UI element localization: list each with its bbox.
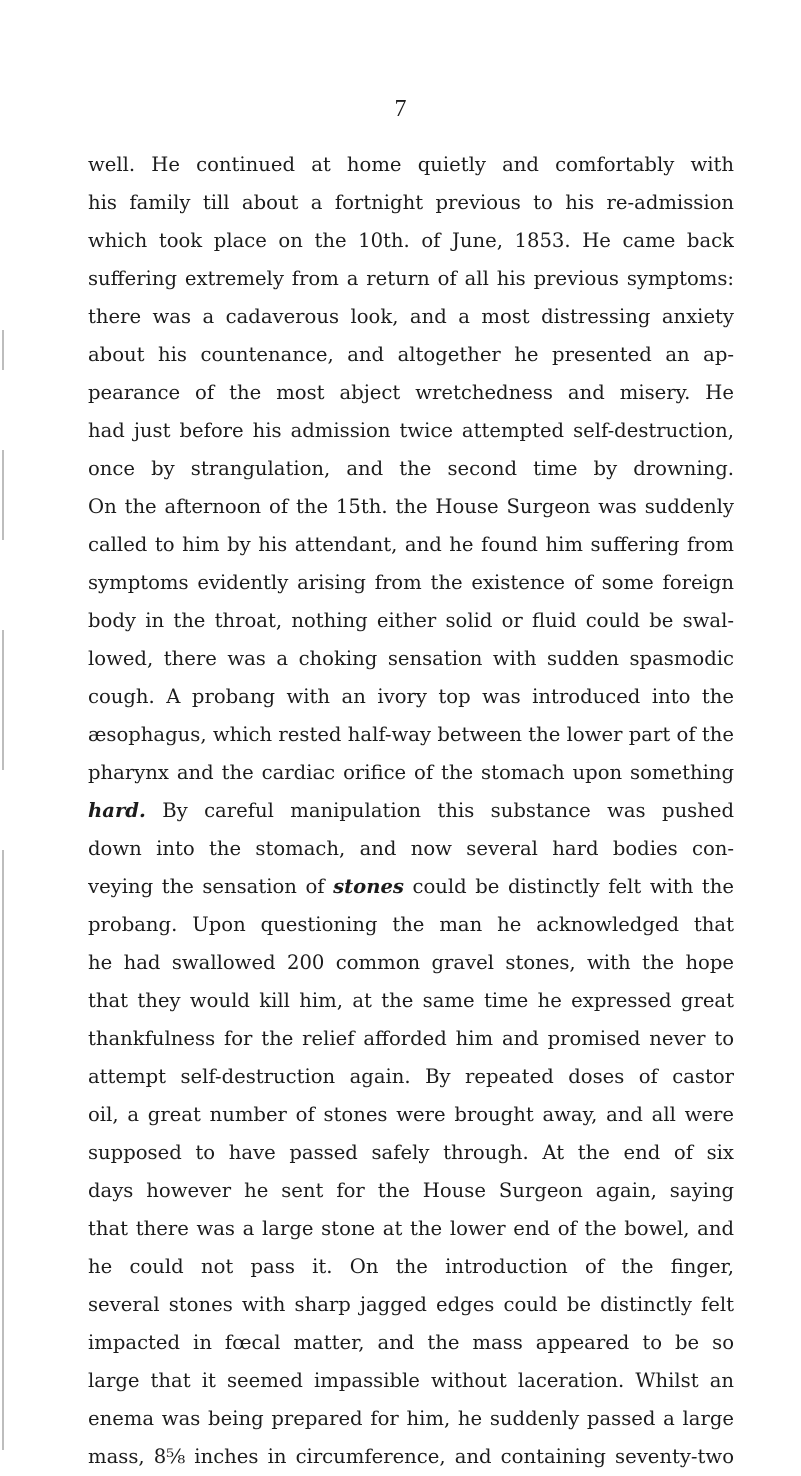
text-line-25: attempt self-destruction again. By repeated doses of castor [88, 1065, 734, 1088]
text-line-16: æsophagus, which rested half-way between the lower part of the [88, 723, 734, 746]
text-line-32: impacted in fœcal matter, and the mass appeared to be so [88, 1331, 734, 1354]
italic-word-stones: stones [333, 875, 404, 898]
text-line-35: mass, 8⅝ inches in circumference, and containing seventy-two [88, 1445, 734, 1468]
text-line-21: probang. Upon questioning the man he acknowledged that [88, 913, 734, 936]
text-line-13: body in the throat, nothing either solid or fluid could be swal- [88, 609, 734, 632]
text-line-9: once by strangulation, and the second time by drowning. [88, 457, 734, 480]
text-line-29: that there was a large stone at the lower end of the bowel, and [88, 1217, 734, 1240]
text-line-11: called to him by his attendant, and he found him suffering from [88, 533, 734, 556]
text-line-33: large that it seemed impassible without laceration. Whilst an [88, 1369, 734, 1392]
text-line-19: down into the stomach, and now several hard bodies con- [88, 837, 734, 860]
binding-edge-marks [0, 330, 12, 1457]
text-line-2: his family till about a fortnight previous to his re-admission [88, 191, 734, 214]
text-line-14: lowed, there was a choking sensation with sudden spasmodic [88, 647, 734, 670]
text-line-31: several stones with sharp jagged edges could be distinctly felt [88, 1293, 734, 1316]
text-line-12: symptoms evidently arising from the existence of some foreign [88, 571, 734, 594]
binding-mark [2, 330, 4, 370]
binding-mark [2, 630, 4, 770]
text-line-27: supposed to have passed safely through. At the end of six [88, 1141, 734, 1164]
text-line-17: pharynx and the cardiac orifice of the stomach upon something [88, 761, 734, 784]
text-line-26: oil, a great number of stones were brought away, and all were [88, 1103, 734, 1126]
text-line-10: On the afternoon of the 15th. the House Surgeon was suddenly [88, 495, 734, 518]
text-line-23: that they would kill him, at the same time he expressed great [88, 989, 734, 1012]
text-line-22: he had swallowed 200 common gravel stones, with the hope [88, 951, 734, 974]
text-line-15: cough. A probang with an ivory top was introduced into the [88, 685, 734, 708]
text-line-3: which took place on the 10th. of June, 1853. He came back [88, 229, 734, 252]
italic-word-hard: hard. [88, 799, 146, 822]
body-text [88, 146, 734, 1476]
binding-mark [2, 850, 4, 1450]
text-line-20-rest: could be distinctly felt with the [403, 875, 734, 898]
text-line-8: had just before his admission twice attempted self-destruction, [88, 419, 734, 442]
page-number: 7 [394, 96, 407, 122]
text-line-28: days however he sent for the House Surgeon again, saying [88, 1179, 734, 1202]
text-line-18 [88, 792, 734, 830]
text-line-6: about his countenance, and altogether he presented an ap- [88, 343, 734, 366]
text-line-5: there was a cadaverous look, and a most distressing anxiety [88, 305, 734, 328]
text-line-34: enema was being prepared for him, he suddenly passed a large [88, 1407, 734, 1430]
text-line-20-lead: veying the sensation of [88, 875, 334, 898]
text-line-20 [88, 868, 734, 906]
text-line-1: well. He continued at home quietly and comfortably with [88, 153, 734, 176]
text-line-24: thankfulness for the relief afforded him and promised never to [88, 1027, 734, 1050]
text-line-7: pearance of the most abject wretchedness and misery. He [88, 381, 734, 404]
text-line-4: suffering extremely from a return of all his previous symptoms: [88, 267, 734, 290]
binding-mark [2, 450, 4, 540]
text-line-18-rest: By careful manipulation this substance was pushed [145, 799, 734, 822]
text-line-30: he could not pass it. On the introduction of the finger, [88, 1255, 734, 1278]
